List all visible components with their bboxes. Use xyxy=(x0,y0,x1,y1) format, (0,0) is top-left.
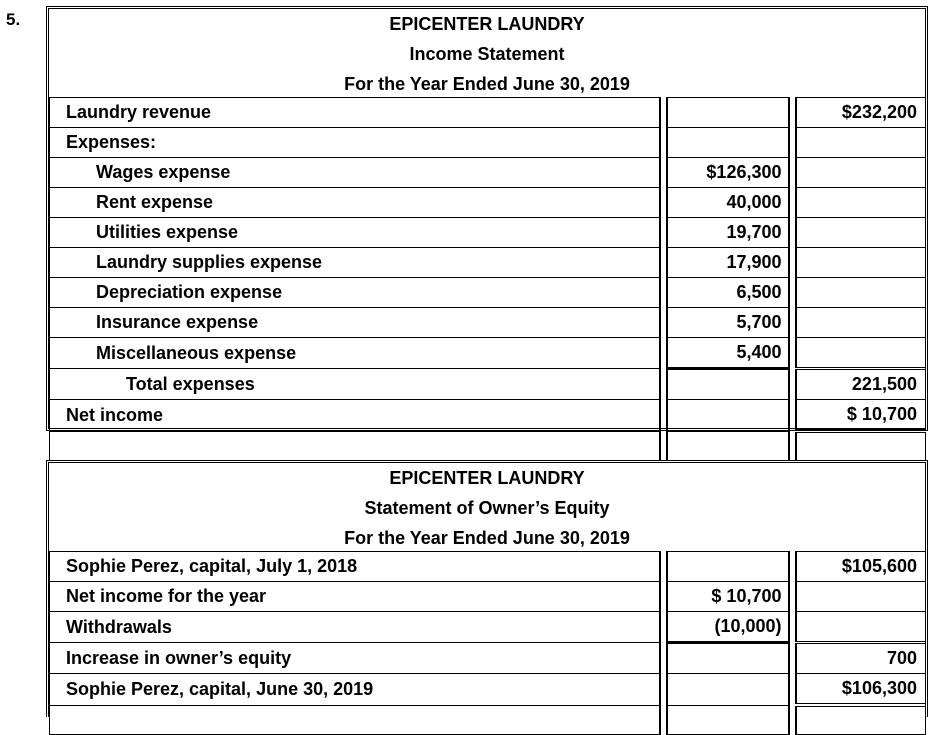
row-label: Sophie Perez, capital, July 1, 2018 xyxy=(50,552,660,582)
row-right-value xyxy=(796,278,926,308)
row-label xyxy=(50,431,660,460)
row-mid-value: 6,500 xyxy=(667,278,789,308)
row-mid-value: $126,300 xyxy=(667,158,789,188)
table-row xyxy=(50,188,926,218)
row-right-value xyxy=(796,248,926,278)
row-right-value xyxy=(796,338,926,369)
row-mid-value: 17,900 xyxy=(667,248,789,278)
table-row xyxy=(50,674,926,706)
row-label: Increase in owner’s equity xyxy=(50,643,660,674)
row-right-value: $232,200 xyxy=(796,98,926,128)
row-label: Laundry revenue xyxy=(50,98,660,128)
row-mid-value: 40,000 xyxy=(667,188,789,218)
row-label: Insurance expense xyxy=(50,308,660,338)
row-label: Depreciation expense xyxy=(50,278,660,308)
income-statement-header xyxy=(49,9,925,99)
table-row xyxy=(50,98,926,128)
table-row xyxy=(50,552,926,582)
row-right-value xyxy=(796,431,926,460)
company-name: EPICENTER LAUNDRY xyxy=(389,14,585,34)
statement-title: Income Statement xyxy=(409,44,565,64)
row-right-value xyxy=(796,308,926,338)
table-row xyxy=(50,612,926,643)
row-mid-value: 19,700 xyxy=(667,218,789,248)
table-row xyxy=(50,248,926,278)
income-statement xyxy=(46,6,928,431)
statement-title: Statement of Owner’s Equity xyxy=(364,498,610,518)
table-row xyxy=(50,705,926,734)
row-mid-value: 5,700 xyxy=(667,308,789,338)
row-mid-value xyxy=(667,705,789,734)
row-label: Miscellaneous expense xyxy=(50,338,660,369)
table-row xyxy=(50,218,926,248)
row-mid-value: 5,400 xyxy=(667,338,789,369)
owners-equity-statement xyxy=(46,460,928,717)
row-mid-value: (10,000) xyxy=(667,612,789,643)
owners-equity-table xyxy=(49,551,926,735)
row-label xyxy=(50,705,660,734)
problem-number: 5. xyxy=(6,10,21,29)
row-right-value xyxy=(796,128,926,158)
row-label: Total expenses xyxy=(50,369,660,400)
income-statement-table xyxy=(49,97,926,461)
row-label: Withdrawals xyxy=(50,612,660,643)
row-mid-value xyxy=(667,674,789,706)
table-row xyxy=(50,128,926,158)
row-right-value xyxy=(796,705,926,734)
row-right-value xyxy=(796,582,926,612)
row-label: Expenses: xyxy=(50,128,660,158)
row-mid-value xyxy=(667,431,789,460)
row-right-value: $105,600 xyxy=(796,552,926,582)
row-right-value: 221,500 xyxy=(796,369,926,400)
table-row xyxy=(50,369,926,400)
row-label: Laundry supplies expense xyxy=(50,248,660,278)
row-mid-value xyxy=(667,369,789,400)
row-mid-value xyxy=(667,128,789,158)
row-mid-value xyxy=(667,643,789,674)
row-mid-value xyxy=(667,400,789,432)
row-right-value: 700 xyxy=(796,643,926,674)
table-row xyxy=(50,308,926,338)
table-row xyxy=(50,158,926,188)
row-label: Utilities expense xyxy=(50,218,660,248)
table-row xyxy=(50,278,926,308)
row-mid-value: $ 10,700 xyxy=(667,582,789,612)
row-label: Rent expense xyxy=(50,188,660,218)
row-right-value xyxy=(796,612,926,643)
row-label: Net income for the year xyxy=(50,582,660,612)
company-name: EPICENTER LAUNDRY xyxy=(389,468,585,488)
row-right-value: $106,300 xyxy=(796,674,926,706)
row-mid-value xyxy=(667,98,789,128)
table-row xyxy=(50,400,926,432)
row-label: Sophie Perez, capital, June 30, 2019 xyxy=(50,674,660,706)
row-right-value xyxy=(796,158,926,188)
table-row xyxy=(50,643,926,674)
row-right-value: $ 10,700 xyxy=(796,400,926,432)
owners-equity-header xyxy=(49,463,925,553)
statement-period: For the Year Ended June 30, 2019 xyxy=(344,74,630,94)
row-mid-value xyxy=(667,552,789,582)
statement-period: For the Year Ended June 30, 2019 xyxy=(344,528,630,548)
row-right-value xyxy=(796,188,926,218)
table-row xyxy=(50,338,926,369)
table-row xyxy=(50,582,926,612)
row-right-value xyxy=(796,218,926,248)
table-row xyxy=(50,431,926,460)
row-label: Net income xyxy=(50,400,660,432)
row-label: Wages expense xyxy=(50,158,660,188)
